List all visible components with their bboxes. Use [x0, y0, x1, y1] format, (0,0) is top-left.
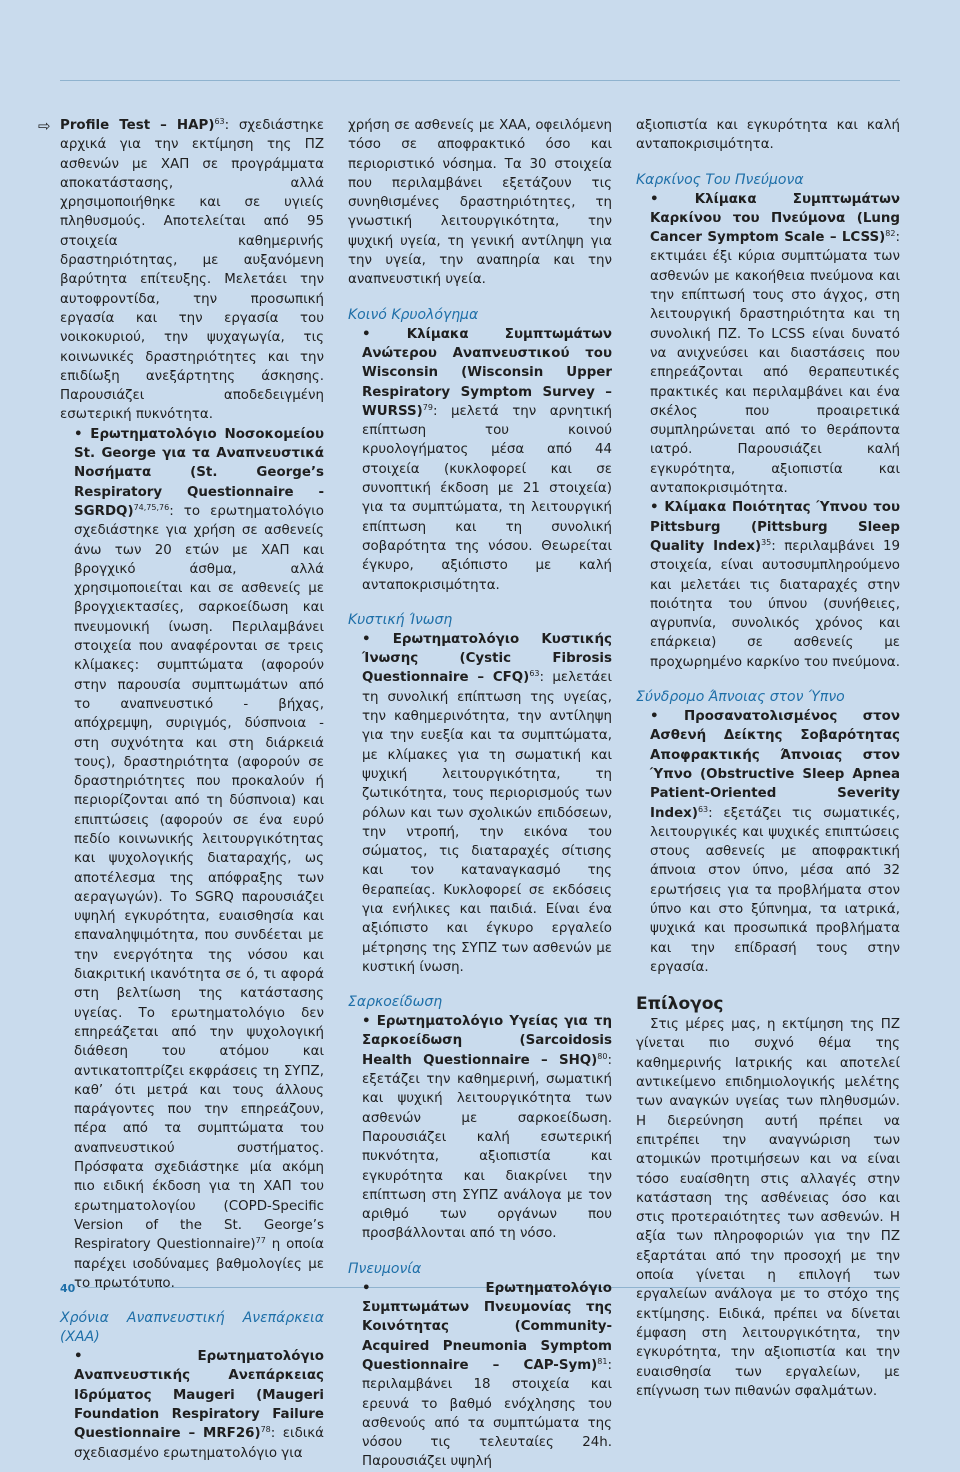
epilogue-heading: Επίλογος	[636, 994, 724, 1015]
page-number: 40	[60, 1282, 81, 1295]
bullet-item: • Ερωτηματολόγιο Νοσοκομείου St. George για τα Αναπνευστικά Νοσήματα (St. George’s Respiratory Questionnaire - SGRDQ)$^{74,75,76}$: το ερωτηματολόγιο σχεδιάστηκε για χρήση σε ασθενείς άνω των 20 ετών με ΧΑΠ και βρογχικό άσθμα, αλλά χρησιμοποιείται και σε ασθενείς με βρογχιεκτασίες, σαρκοείδωση και πνευμονική ίνωση. Περιλαμβάνει στοιχεία που αναφέρονται σε τρεις κλίμακες: συμπτώματα (αφορούν στην παρουσία συμπτωμάτων από το αναπνευστικό - βήχας, απόχρεμψη, συριγμός, δύσπνοια - στη συχνότητα και στη διάρκειά τους), δραστηριότητα (αφορούν σε δραστηριότητες που προκαλούν ή περιορίζονται από τη δύσπνοια) και επιπτώσεις (αφορούν σε ένα ευρύ πεδίο κοινωνικής λειτουργικότητας και ψυχολογικής διαταραχής, ως αποτέλεσμα της απόφραξης των αεραγωγών). Το SGRQ παρουσιάζει υψηλή εγκυρότητα, ευαισθησία και επαναληψιμότητα, που συνδέεται με την ενεργότητα της νόσου και διακριτική ικανότητα σε ό, τι αφορά στη βελτίωση της κατάστασης υγείας. Το ερωτηματολόγιο δεν επηρεάζεται από την ψυχολογική διάθεση του ατόμου και αντικατοπτρίζει εκφράσεις τη ΣΥΠΖ, καθ’ ότι μετρά και τους άλλους παράγοντες που την επηρεάζουν, πέρα από τα συμπτώματα του αναπνευστικού συστήματος. Πρόσφατα σχεδιάστηκε μία ακόμη πιο ειδική έκδοση για τη ΧΑΠ του ερωτηματολογίου (COPD-Specific Version of the St. George’s Respiratory Questionnaire)$^{77}$ η οποία παρέχει ισοδύναμες βαθμολογίες με το πρωτότυπο.	[74, 426, 324, 1291]
section-heading: Πνευμονία	[348, 1260, 422, 1277]
bullet-item: • Κλίμακα Συμπτωμάτων Καρκίνου του Πνεύμονα (Lung Cancer Symptom Scale – LCSS)$^{82}$: εκτιμάει έξι κύρια συμπτώματα των ασθενών με κακοήθεια πνεύμονα και την επίπτωσή τους στο άγχος, στη λειτουργική δραστηριότητα και τη συνολική ΠΖ. Το LCSS είναι δυνατό να ανιχνεύσει και διαστάσεις που επηρεάζονται από θεραπευτικές πρακτικές και περιλαμβάνει και ένα σκέλος που προαιρετικά συμπληρώνεται από το θεράποντα ιατρό. Παρουσιάζει καλή εγκυρότητα, αξιοπιστία και ανταποκρισιμότητα.	[650, 191, 900, 497]
bullet-item: • Ερωτηματολόγιο Κυστικής Ίνωσης (Cystic Fibrosis Questionnaire – CFQ)$^{63}$: μελετάει τη συνολική επίπτωση της υγείας, την καθημερινότητα, την αντίληψη για την ευεξία και τα συμπτώματα, με κλίμακες για τη σωματική και ψυχική λειτουργικότητα, τη ζωτικότητα, τους περιορισμούς των ρόλων και των σχολικών επιδόσεων, την ντροπή, την εικόνα του σώματος, τις διαταραχές σίτισης και τον καταναγκασμό της θεραπείας. Κυκλοφορεί σε εκδόσεις για ενήλικες και παιδιά. Είναι ένα αξιόπιστο και έγκυρο εργαλείο μέτρησης της ΣΥΠΖ των ασθενών με κυστική ίνωση.	[362, 631, 612, 975]
bullet-item: • Ερωτηματολόγιο Υγείας για τη Σαρκοείδωση (Sarcoidosis Health Questionnaire – SHQ)$^{80}$: εξετάζει την καθημερινή, σωματική και ψυχική λειτουργικότητα των ασθενών με σαρκοείδωση. Παρουσιάζει καλή εσωτερική πυκνότητα, αξιοπιστία και εγκυρότητα και διακρίνει την επίπτωση στη ΣΥΠΖ ανάλογα με τον αριθμό των οργάνων που προσβάλλονται από τη νόσο.	[362, 1014, 612, 1242]
column-right	[636, 116, 900, 1401]
bullet-item: • Ερωτηματολόγιο Αναπνευστικής Ανεπάρκειας Ιδρύματος Maugeri (Maugeri Foundation Respiratory Failure Questionnaire – MRF26)$^{78}$: ειδικά σχεδιασμένο ερωτηματολόγιο για	[74, 1349, 325, 1461]
section-heading: Χρόνια Αναπνευστική Ανεπάρκεια (ΧΑΑ)	[60, 1310, 324, 1346]
paragraph: αξιοπιστία και εγκυρότητα και καλή ανταποκρισιμότητα.	[636, 118, 900, 153]
section-heading: Κυστική Ίνωση	[348, 611, 453, 628]
arrow-icon: ⇨	[38, 117, 51, 135]
paragraph: χρήση σε ασθενείς με ΧΑΑ, οφειλόμενη τόσο σε αποφρακτικό όσο και περιοριστικό νόσημα. Τα 30 στοιχεία που περιλαμβάνει εξετάζουν τις συνηθισμένες δραστηριότητες, τη γνωστική λειτουργικότητα, την ψυχική υγεία, τη γενική αντίληψη για την υγεία, την αναπηρία και την αναπνευστική υγεία.	[348, 118, 612, 288]
paragraph: Στις μέρες μας, η εκτίμηση της ΠΖ γίνεται πιο συχνό θέμα της καθημερινής Ιατρικής και αποτελεί αντικείμενο επιδημιολογικής μελέτης των αναγκών υγείας των πληθυσμών. Η διερεύνηση αυτή πρέπει να επιτρέπει την αναγνώριση των ατομικών προτιμήσεων και να είναι τόσο ευαίσθητη στις αλλαγές στην κατάσταση της ασθένειας όσο και στις προτεραιότητες των ασθενών. Η αξία των πληροφοριών για την ΠΖ εξαρτάται από την προσοχή με την οποία γίνεται η επιλογή των εργαλείων ανάλογα με το στόχο της εκτίμησης. Ειδικά, πρέπει να δίνεται έμφαση στη λειτουργικότητα, την εγκυρότητα, την αξιοπιστία και την ευαισθησία των εργαλείων, με επίγνωση των πιθανών σφαλμάτων.	[636, 1017, 900, 1399]
column-left	[60, 116, 324, 1463]
section-heading: Καρκίνος Του Πνεύμονα	[636, 171, 804, 188]
top-rule	[60, 80, 900, 81]
paragraph: Profile Test – HAP)$^{63}$: σχεδιάστηκε αρχικά για την εκτίμηση της ΠΖ ασθενών με ΧΑΠ σε προγράμματα αποκατάστασης, αλλά χρησιμοποιήθηκε και σε υγιείς πληθυσμούς. Αποτελείται από 95 στοιχεία καθημερινής δραστηριότητας, με αυξανόμενη βαρύτητα επίτευξης. Μελετάει την αυτοφροντίδα, την προσωπική εργασία και την εργασία του νοικοκυριού, την ψυχαγωγία, τις κοινωνικές δραστηριότητες και την επιδίωξη ανεξάρτητης άσκησης. Παρουσιάζει αποδεδειγμένη εσωτερική πυκνότητα.	[60, 117, 324, 423]
section-heading: Σύνδρομο Άπνοιας στον Ύπνο	[636, 689, 845, 706]
section-heading: Σαρκοείδωση	[348, 994, 443, 1011]
section-heading: Κοινό Κρυολόγημα	[348, 306, 479, 323]
bullet-item: • Κλίμακα Ποιότητας Ύπνου του Pittsburg (Pittsburg Sleep Quality Index)$^{35}$: περιλαμβάνει 19 στοιχεία, είναι αυτοσυμπληρούμενο και μελετάει τις διαταραχές στην ποιότητα του ύπνου (συνήθειες, αγρυπνία, συνολικός χρόνος και επάρκεια) σε ασθενείς με προχωρημένο καρκίνο του πνεύμονα.	[650, 500, 901, 670]
bullet-item: • Προσανατολισμένος στον Ασθενή Δείκτης Σοβαρότητας Αποφρακτικής Άπνοιας στον Ύπνο (Obstructive Sleep Apnea Patient-Oriented Severity Index)$^{63}$: εξετάζει τις σωματικές, λειτουργικές και ψυχικές επιπτώσεις στους ασθενείς με αποφρακτική άπνοια στον ύπνο, μέσα από 32 ερωτήσεις για τα προβλήματα στον ύπνο και στο ξύπνημα, τα ιατρικά, ψυχικά και προσωπικά προβλήματα και την επίδρασή τους στην εργασία.	[650, 709, 900, 975]
bullet-item: • Κλίμακα Συμπτωμάτων Ανώτερου Αναπνευστικού του Wisconsin (Wisconsin Upper Respiratory Symptom Survey – WURSS)$^{79}$: μελετά την αρνητική επίπτωση του κοινού κρυολογήματος μέσα από 44 στοιχεία (κυκλοφορεί και σε συνοπτική έκδοση με 21 στοιχεία) για τα συμπτώματα, τη λειτουργική επίπτωση και τη συνολική σοβαρότητα της νόσου. Θεωρείται έγκυρο, αξιόπιστο με καλή ανταποκρισιμότητα.	[362, 326, 612, 593]
bullet-item: • Ερωτηματολόγιο Συμπτωμάτων Πνευμονίας της Κοινότητας (Community-Acquired Pneumonia Symptom Questionnaire – CAP-Sym)$^{81}$: περιλαμβάνει 18 στοιχεία και ερευνά το βαθμό ενόχλησης του ασθενούς από τα συμπτώματα της νόσου τις τελευταίες 24h. Παρουσιάζει υψηλή	[362, 1280, 612, 1470]
column-middle	[348, 116, 612, 1472]
